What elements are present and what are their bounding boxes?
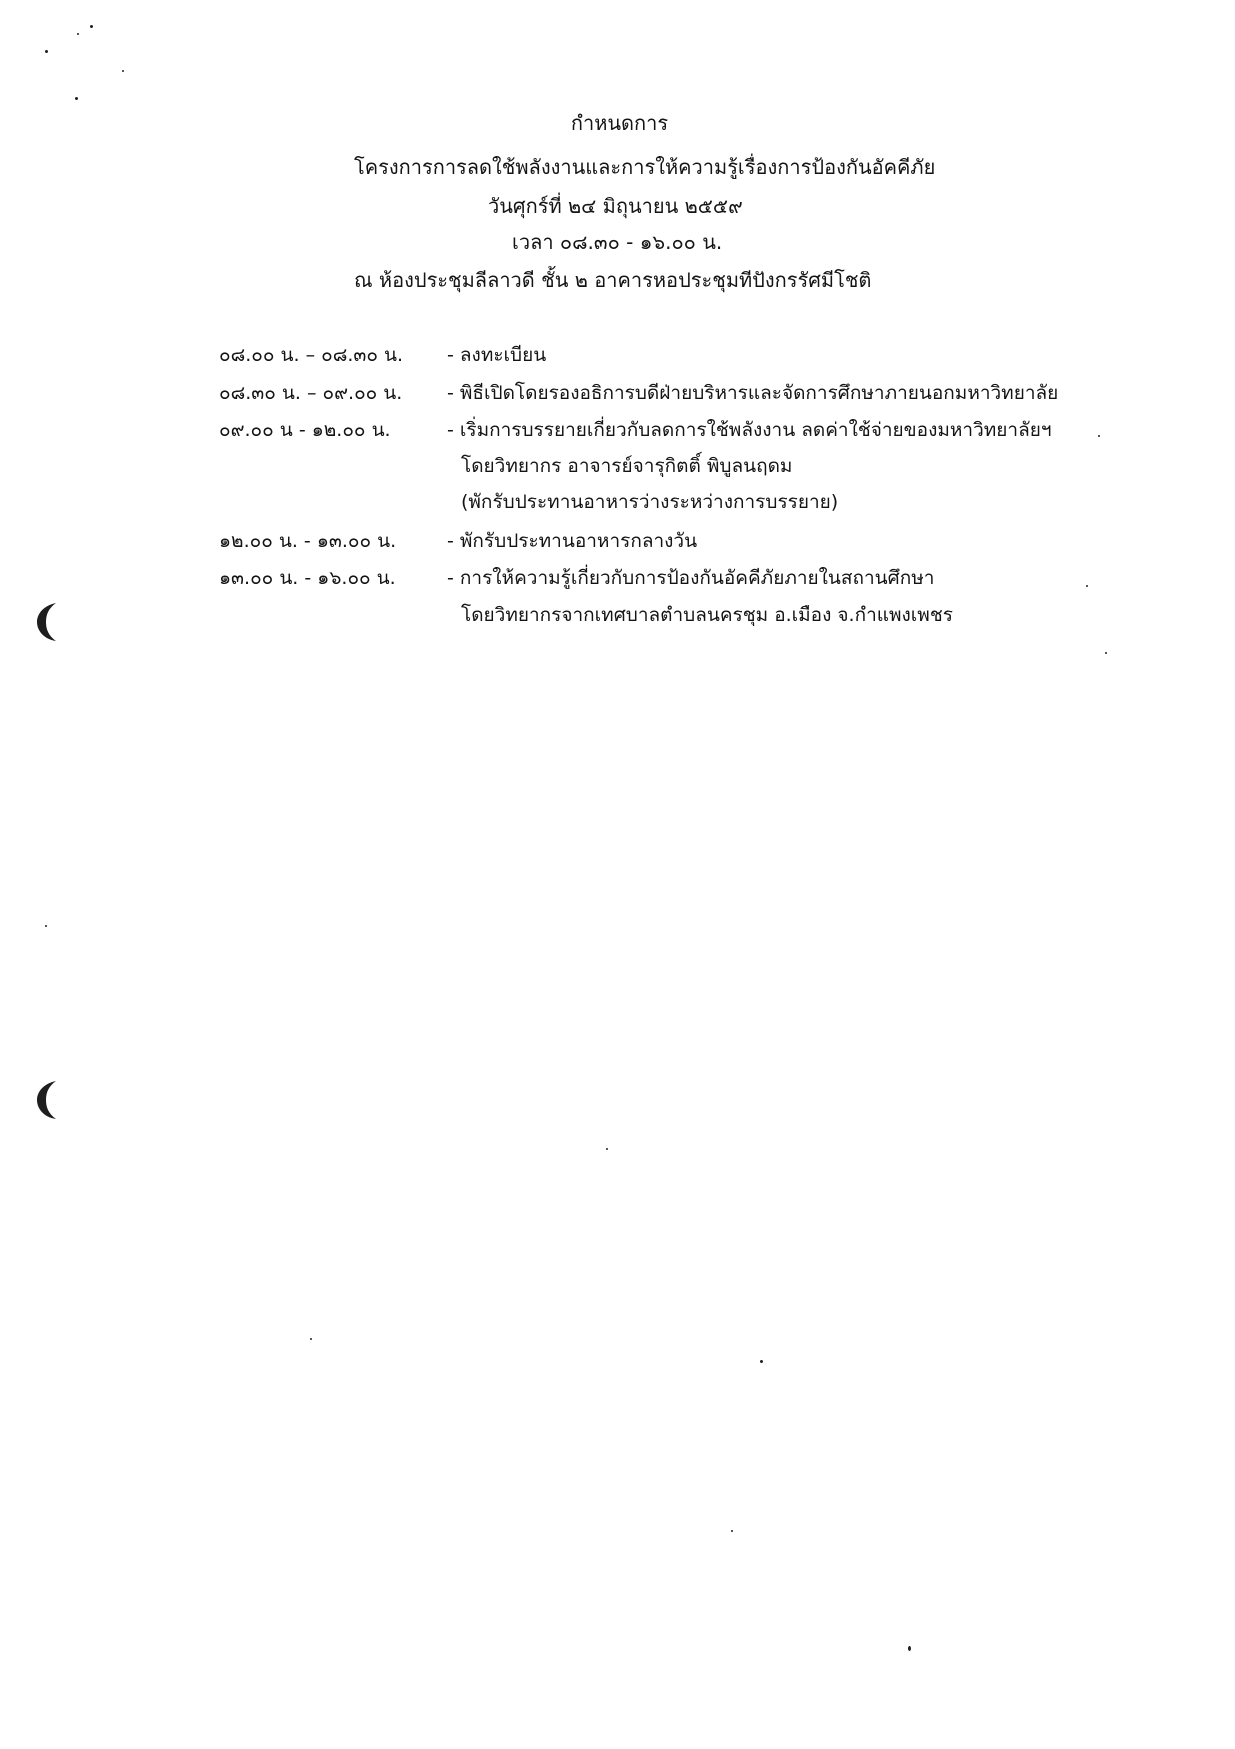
scan-speck (908, 1646, 911, 1651)
scan-speck (122, 70, 124, 72)
agenda-description: - เริ่มการบรรยายเกี่ยวกับลดการใช้พลังงาน ลดค่าใช้จ่ายของมหาวิทยาลัยฯ (447, 419, 1052, 441)
project-name: โครงการการลดใช้พลังงานและการให้ความรู้เรื่องการป้องกันอัคคีภัย (354, 155, 936, 179)
scan-speck (760, 1360, 763, 1363)
scan-speck (1098, 435, 1100, 437)
agenda-description: โดยวิทยากร อาจารย์จารุกิตติ์ พิบูลนฤดม (461, 455, 793, 477)
agenda-time: ๐๙.๐๐ น - ๑๒.๐๐ น. (219, 419, 391, 441)
agenda-description: - การให้ความรู้เกี่ยวกับการป้องกันอัคคีภัยภายในสถานศึกษา (447, 567, 935, 589)
agenda-time: ๑๓.๐๐ น. - ๑๖.๐๐ น. (219, 567, 396, 589)
scan-speck (75, 97, 78, 100)
scan-speck (45, 925, 47, 927)
event-date: วันศุกร์ที่ ๒๔ มิถุนายน ๒๕๕๙ (488, 194, 743, 218)
agenda-description: โดยวิทยากรจากเทศบาลตำบลนครชุม อ.เมือง จ.กำแพงเพชร (461, 604, 953, 626)
scan-speck (606, 1148, 608, 1150)
punch-hole-top (34, 600, 64, 644)
scan-speck (731, 1530, 733, 1532)
scan-speck (1105, 652, 1107, 654)
event-time: เวลา ๐๘.๓๐ - ๑๖.๐๐ น. (512, 230, 723, 254)
event-venue: ณ ห้องประชุมลีลาวดี ชั้น ๒ อาคารหอประชุมทีปังกรรัศมีโชติ (354, 268, 872, 292)
agenda-time: ๐๘.๓๐ น. – ๐๙.๐๐ น. (219, 382, 403, 404)
agenda-time: ๑๒.๐๐ น. - ๑๓.๐๐ น. (219, 530, 397, 552)
scan-speck (77, 33, 79, 35)
scan-speck (310, 1338, 312, 1340)
scan-speck (45, 50, 48, 53)
document-title: กำหนดการ (570, 111, 669, 135)
punch-hole-bottom (34, 1078, 64, 1122)
agenda-description: - ลงทะเบียน (447, 344, 547, 366)
agenda-time: ๐๘.๐๐ น. – ๐๘.๓๐ น. (219, 344, 404, 366)
agenda-description: - พิธีเปิดโดยรองอธิการบดีฝ่ายบริหารและจัดการศึกษาภายนอกมหาวิทยาลัย (447, 382, 1059, 404)
agenda-description: (พักรับประทานอาหารว่างระหว่างการบรรยาย) (461, 491, 839, 513)
agenda-description: - พักรับประทานอาหารกลางวัน (447, 530, 698, 552)
scan-speck (1086, 585, 1088, 587)
scan-speck (90, 25, 93, 28)
